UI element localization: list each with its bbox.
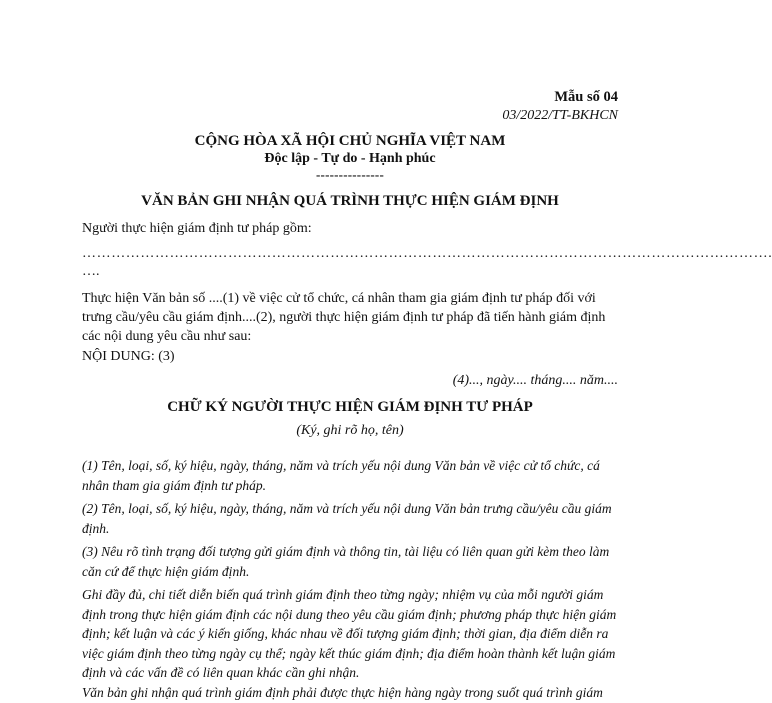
national-motto: Độc lập - Tự do - Hạnh phúc — [264, 151, 436, 166]
motto-divider: --------------- — [316, 167, 384, 182]
dotted-fill-line: ……………………………………………………………………………………………………………………………. — [82, 246, 772, 261]
guidance-note-continued: Văn bản ghi nhận quá trình giám định phải được thực hiện hàng ngày trong suốt quá trình giám — [82, 685, 603, 700]
signature-subtitle: (Ký, ghi rõ họ, tên) — [296, 423, 404, 438]
footnote-1: (1) Tên, loại, số, ký hiệu, ngày, tháng, năm và trích yếu nội dung Văn bản về việc cử tổ chức, cá nhân tham gia giám định tư pháp. — [82, 458, 600, 493]
content-label: NỘI DUNG: (3) — [82, 349, 175, 364]
footnote-3: (3) Nêu rõ tình trạng đối tượng gửi giám định và thông tin, tài liệu có liên quan gửi kèm theo làm căn cứ để thực hiện giám định. — [82, 544, 610, 579]
intro-paragraph: Thực hiện Văn bản số ....(1) về việc cử tổ chức, cá nhân tham gia giám định tư pháp đối với trưng cầu/yêu cầu giám định....(2), người thực hiện giám định tư pháp đã tiến hành giám định các nội dung yêu cầu như sau: — [82, 291, 606, 344]
participants-label: Người thực hiện giám định tư pháp gồm: — [82, 221, 312, 236]
document-title: VĂN BẢN GHI NHẬN QUÁ TRÌNH THỰC HIỆN GIÁM ĐỊNH — [141, 193, 559, 209]
footnote-2: (2) Tên, loại, số, ký hiệu, ngày, tháng, năm và trích yếu nội dung Văn bản trưng cầu/yêu cầu giám định. — [82, 501, 612, 536]
circular-number: 03/2022/TT-BKHCN — [502, 108, 618, 123]
signature-title: CHỮ KÝ NGƯỜI THỰC HIỆN GIÁM ĐỊNH TƯ PHÁP — [167, 399, 533, 415]
dotted-fill-continuation: …. — [82, 264, 100, 279]
guidance-note: Ghi đầy đủ, chi tiết diễn biến quá trình giám định theo từng ngày; nhiệm vụ của mỗi người giám định trong thực hiện giám định các nội dung theo yêu cầu giám định; phương pháp thực hiện giám định; kết luận và các ý kiến giống, khác nhau về đối tượng giám định; thời gian, địa điểm diễn ra việc giám định theo từng ngày cụ thể; ngày kết thúc giám định; địa điểm hoàn thành kết luận giám định và các vấn đề có liên quan khác cần ghi nhận. — [82, 587, 617, 680]
date-line: (4)..., ngày.... tháng.... năm.... — [452, 373, 618, 388]
form-number: Mẫu số 04 — [554, 89, 618, 105]
national-title: CỘNG HÒA XÃ HỘI CHỦ NGHĨA VIỆT NAM — [194, 133, 506, 149]
